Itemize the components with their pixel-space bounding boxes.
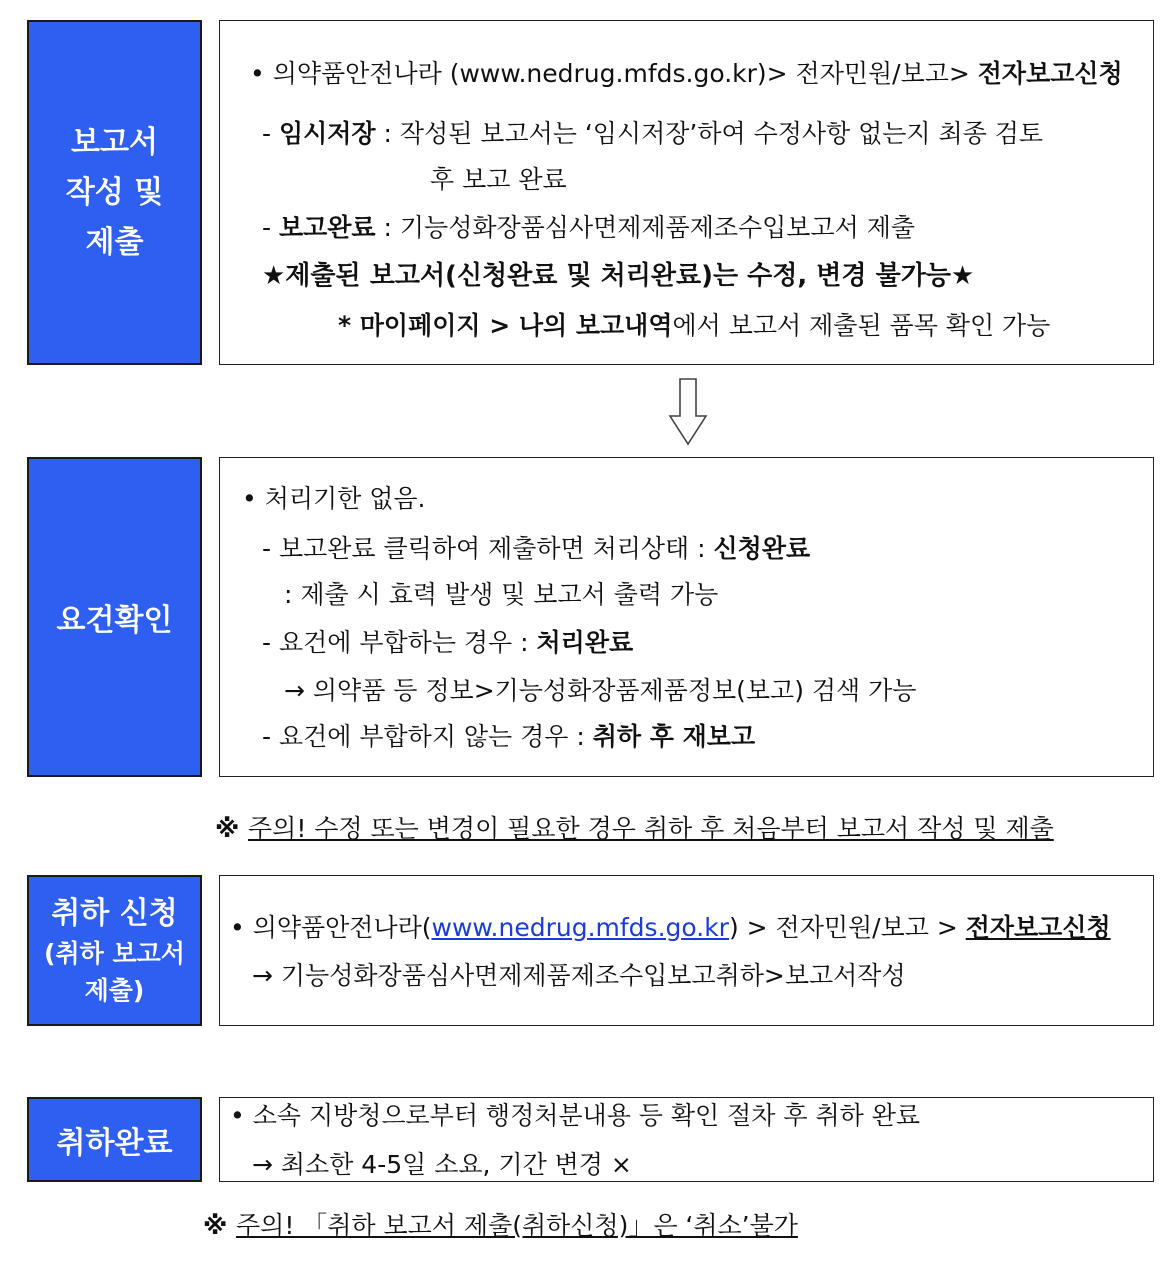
step-label-requirement-check: 요건확인: [27, 457, 202, 777]
portal-path-line: • 의약품안전나라 (www.nedrug.mfds.go.kr)> 전자민원/보고> 전자보고신청: [250, 59, 1123, 88]
down-arrow-icon: [668, 378, 708, 446]
mypage-line: * 마이페이지 > 나의 보고내역에서 보고서 제출된 품목 확인 가능: [338, 311, 1051, 340]
step-label-withdraw-request: 취하 신청 (취하 보고서 제출): [27, 875, 202, 1026]
nedrug-link[interactable]: www.nedrug.mfds.go.kr: [431, 913, 729, 942]
caution-note-cancel: ※ 주의! 「취하 보고서 제출(취하신청)」은 ‘취소’불가: [203, 1211, 798, 1240]
caution-note-modify: ※ 주의! 수정 또는 변경이 필요한 경우 취하 후 처음부터 보고서 작성 및 제출: [215, 814, 1054, 843]
effect-line: : 제출 시 효력 발생 및 보고서 출력 가능: [284, 580, 719, 609]
report-complete-line: - 보고완료 : 기능성화장품심사면제제품제조수입보고서 제출: [262, 213, 915, 242]
step-label-line: 보고서: [71, 124, 158, 160]
meets-requirement-line: - 요건에 부합하는 경우 : 처리완료: [262, 628, 634, 657]
status-applied-line: - 보고완료 클릭하여 제출하면 처리상태 : 신청완료: [262, 534, 811, 563]
withdraw-complete-line: • 소속 지방청으로부터 행정처분내용 등 확인 절차 후 취하 완료: [230, 1101, 921, 1130]
step-label-line: 작성 및: [65, 174, 164, 210]
step-label-line: 제출: [85, 224, 144, 260]
step-content-requirement-check: [219, 457, 1154, 777]
withdraw-portal-line: • 의약품안전나라(www.nedrug.mfds.go.kr) > 전자민원/보고 > 전자보고신청: [230, 913, 1111, 942]
temp-save-continuation: 후 보고 완료: [430, 165, 567, 194]
step-content-withdraw-request: [219, 875, 1154, 1026]
not-meets-requirement-line: - 요건에 부합하지 않는 경우 : 취하 후 재보고: [262, 722, 756, 751]
no-modify-warning: ★제출된 보고서(신청완료 및 처리완료)는 수정, 변경 불가능★: [262, 261, 975, 291]
step-content-withdraw-complete: [219, 1097, 1154, 1182]
step-content-report-submit: [219, 20, 1154, 365]
e-report-link-text: 전자보고신청: [977, 59, 1123, 88]
withdraw-path-line: → 기능성화장품심사면제제품제조수입보고취하>보고서작성: [252, 961, 906, 990]
step-label-withdraw-complete: 취하완료: [27, 1097, 202, 1182]
temp-save-line: - 임시저장 : 작성된 보고서는 ‘임시저장’하여 수정사항 없는지 최종 검토: [262, 119, 1044, 148]
search-info-line: → 의약품 등 정보>기능성화장품제품정보(보고) 검색 가능: [284, 676, 917, 705]
no-deadline-line: • 처리기한 없음.: [242, 484, 426, 513]
step-label-report-submit: [27, 20, 202, 365]
minimum-days-line: → 최소한 4-5일 소요, 기간 변경 ×: [252, 1150, 632, 1179]
